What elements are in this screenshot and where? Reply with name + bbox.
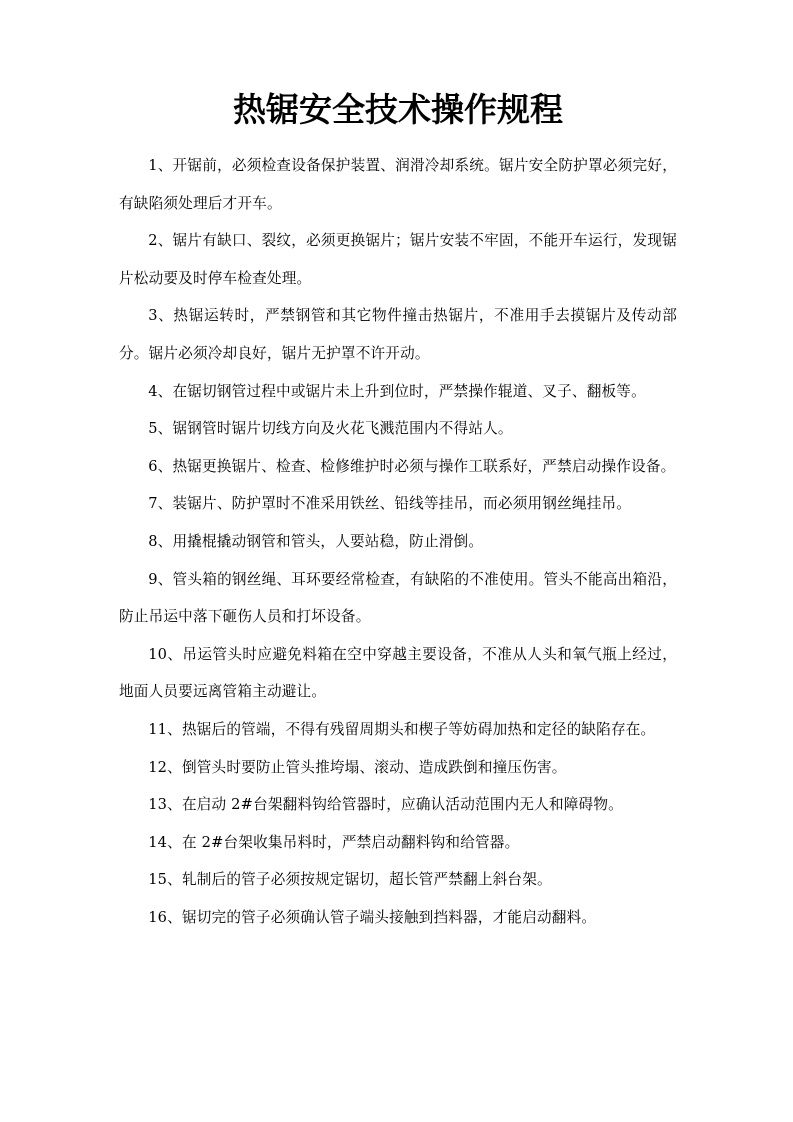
rule-paragraph-6: 6、热锯更换锯片、检查、检修维护时必须与操作工联系好，严禁启动操作设备。 (148, 457, 676, 475)
rule-paragraph-12: 12、倒管头时要防止管头推垮塌、滚动、造成跌倒和撞压伤害。 (148, 758, 567, 776)
rule-paragraph-7: 7、装锯片、防护罩时不准采用铁丝、铅线等挂吊，而必须用钢丝绳挂吊。 (148, 495, 632, 513)
rule-paragraph-11: 11、热锯后的管端，不得有残留周期头和楔子等妨碍加热和定径的缺陷存在。 (148, 720, 656, 738)
rule-paragraph-16: 16、锯切完的管子必须确认管子端头接触到挡料器，才能启动翻料。 (148, 908, 597, 926)
rule-paragraph-5: 5、锯钢管时锯片切线方向及火花飞溅范围内不得站人。 (148, 420, 513, 438)
rule-paragraph-9: 9、管头箱的钢丝绳、耳环要经常检查，有缺陷的不准使用。管头不能高出箱沿，防止吊运中落下砸伤人员和打坏设备。 (119, 570, 677, 626)
document-title: 热锯安全技术操作规程 (233, 90, 563, 129)
rule-paragraph-2: 2、锯片有缺口、裂纹，必须更换锯片；锯片安装不牢固，不能开车运行，发现锯片松动要及时停车检查处理。 (119, 232, 677, 287)
rule-paragraph-1: 1、开锯前，必须检查设备保护装置、润滑冷却系统。锯片安全防护罩必须完好，有缺陷须处理后才开车。 (119, 157, 677, 212)
rule-paragraph-4: 4、在锯切钢管过程中或锯片未上升到位时，严禁操作辊道、叉子、翻板等。 (148, 382, 646, 400)
document-page (119, 88, 677, 936)
rule-paragraph-10: 10、吊运管头时应避免料箱在空中穿越主要设备，不准从人头和氧气瓶上经过，地面人员要远离管箱主动避让。 (119, 645, 677, 701)
rule-paragraph-14: 14、在 2#台架收集吊料时，严禁启动翻料钩和给管器。 (148, 833, 520, 851)
rule-paragraph-15: 15、轧制后的管子必须按规定锯切，超长管严禁翻上斜台架。 (148, 871, 552, 889)
rule-paragraph-13: 13、在启动 2#台架翻料钩给管器时，应确认活动范围内无人和障碍物。 (148, 796, 623, 814)
rule-paragraph-3: 3、热锯运转时，严禁钢管和其它物件撞击热锯片，不准用手去摸锯片及传动部分。锯片必须冷却良好，锯片无护罩不许开动。 (119, 307, 677, 362)
rule-paragraph-8: 8、用撬棍撬动钢管和管头，人要站稳，防止滑倒。 (148, 532, 484, 550)
